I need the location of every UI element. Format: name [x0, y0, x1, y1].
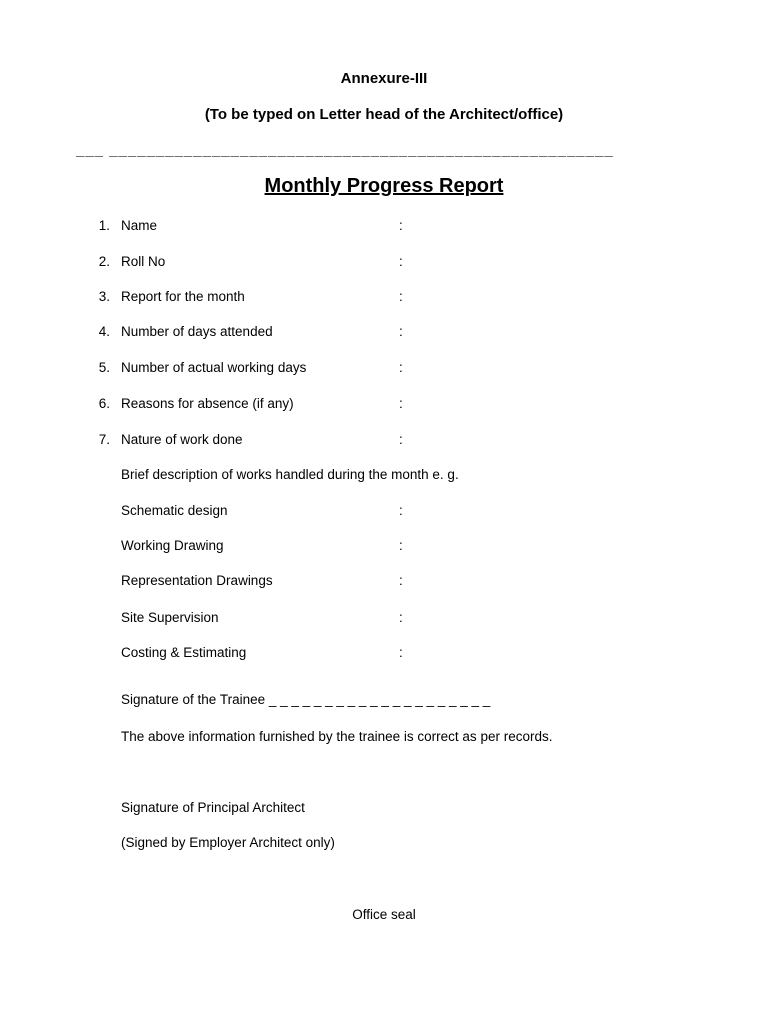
work-costing-estimating-row	[0, 645, 768, 665]
certification-statement: The above information furnished by the trainee is correct as per records.	[121, 729, 553, 744]
work-representation-drawings-row	[0, 573, 768, 593]
field-colon: :	[399, 324, 403, 339]
report-title: Monthly Progress Report	[264, 175, 504, 197]
field-colon: :	[399, 396, 403, 411]
item-number: 2.	[98, 254, 110, 269]
work-label: Site Supervision	[121, 610, 219, 625]
signed-by-note: (Signed by Employer Architect only)	[121, 835, 335, 850]
separator-line: ___ ______________________________________________________	[76, 142, 614, 159]
field-nature-of-work-row	[0, 432, 768, 452]
field-colon: :	[399, 218, 403, 233]
item-number: 7.	[98, 432, 110, 447]
field-label: Name	[121, 218, 158, 233]
field-days-attended-row	[0, 324, 768, 344]
principal-signature-label: Signature of Principal Architect	[121, 800, 305, 815]
field-colon: :	[399, 254, 403, 269]
field-name-row	[0, 218, 768, 238]
item-number: 6.	[98, 396, 110, 411]
work-label: Schematic design	[121, 503, 228, 518]
item-number: 1.	[98, 218, 110, 233]
field-report-month-row	[0, 289, 768, 309]
work-colon: :	[399, 573, 403, 588]
work-colon: :	[399, 610, 403, 625]
field-colon: :	[399, 360, 403, 375]
field-absence-reasons-row	[0, 396, 768, 416]
office-seal-label: Office seal	[352, 907, 416, 922]
annexure-label: Annexure-III	[340, 70, 428, 87]
work-colon: :	[399, 503, 403, 518]
field-colon: :	[399, 289, 403, 304]
work-colon: :	[399, 645, 403, 660]
work-label: Working Drawing	[121, 538, 224, 553]
field-colon: :	[399, 432, 403, 447]
field-working-days-row	[0, 360, 768, 380]
item-number: 3.	[98, 289, 110, 304]
field-label: Roll No	[121, 254, 166, 269]
work-label: Representation Drawings	[121, 573, 273, 588]
work-colon: :	[399, 538, 403, 553]
field-label: Reasons for absence (if any)	[121, 396, 294, 411]
letterhead-instruction: (To be typed on Letter head of the Architect/office)	[204, 106, 564, 123]
field-label: Report for the month	[121, 289, 245, 304]
work-working-drawing-row	[0, 538, 768, 558]
trainee-signature-line: Signature of the Trainee _ _ _ _ _ _ _ _ _ _ _ _ _ _ _ _ _ _ _ _	[121, 692, 491, 707]
work-label: Costing & Estimating	[121, 645, 247, 660]
work-schematic-design-row	[0, 503, 768, 523]
brief-description-text: Brief description of works handled during the month e. g.	[121, 467, 459, 482]
work-site-supervision-row	[0, 610, 768, 630]
field-label: Nature of work done	[121, 432, 243, 447]
field-label: Number of days attended	[121, 324, 273, 339]
item-number: 4.	[98, 324, 110, 339]
field-roll-no-row	[0, 254, 768, 274]
field-label: Number of actual working days	[121, 360, 307, 375]
item-number: 5.	[98, 360, 110, 375]
